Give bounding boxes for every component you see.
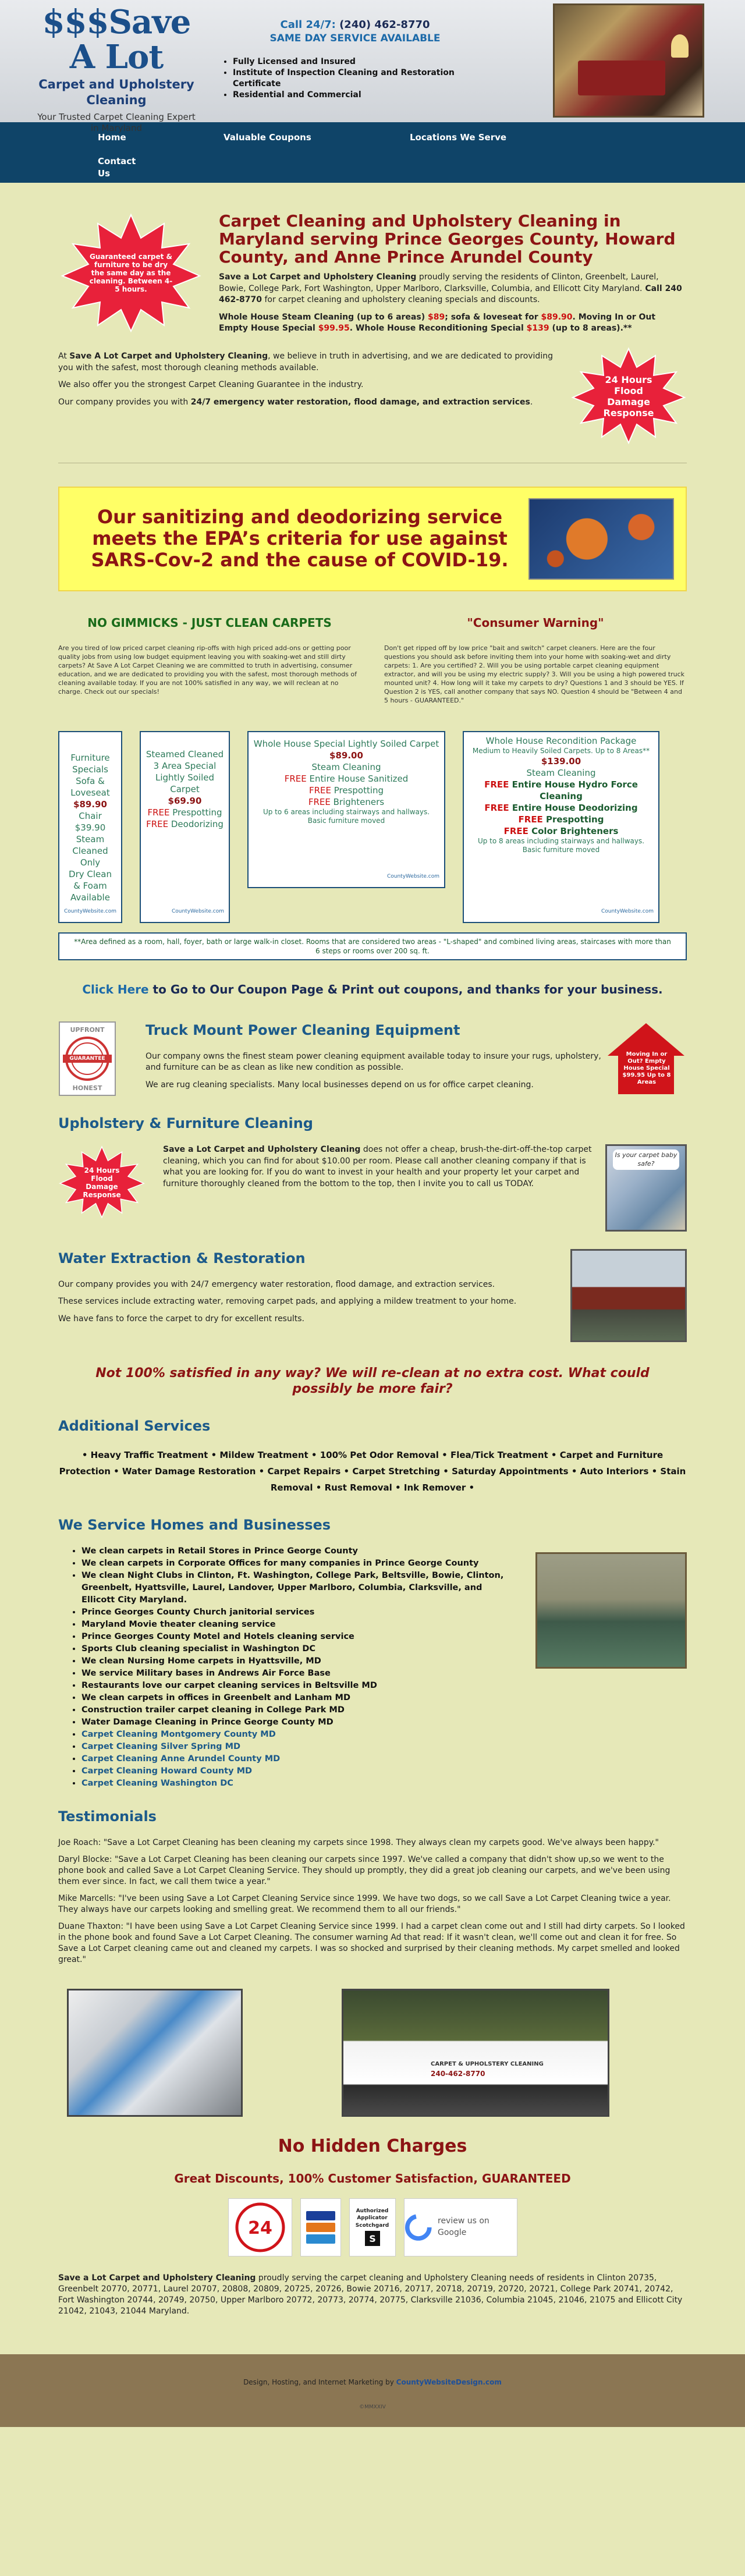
special-text: . Whole House Reconditioning Special (349, 324, 527, 333)
logo-subtitle: Carpet and Upholstery Cleaning (38, 77, 194, 107)
service-areas (58, 2273, 687, 2317)
special-price: $139.00 (541, 755, 581, 767)
call-line (221, 17, 489, 32)
van-phone: 240-462-8770 (431, 2069, 485, 2078)
covid-text: Our sanitizing and deodorizing service meets the EPA’s criteria for use against SARS-Cov-2 and the cause of COVID-19. (91, 506, 509, 572)
free-item: Entire House Hydro Force Cleaning (509, 779, 638, 801)
truck-mount-section (58, 1021, 687, 1097)
special-line: Chair $39.90 (74, 810, 106, 833)
business-name: Save a Lot Carpet and Upholstery Cleaning (163, 1144, 361, 1154)
gimmicks-columns (58, 615, 687, 705)
site-footer (0, 2354, 745, 2427)
burst-text: Guaranteed carpet & furniture to be dry the same day as the cleaning. Between 4-5 hours. (89, 253, 173, 293)
price: $89.90 (541, 312, 573, 322)
lamp-shape (671, 34, 689, 58)
svg-text:24: 24 (247, 2217, 272, 2238)
credential-item: • Fully Licensed and Insured (233, 56, 489, 68)
list-item: • Water Damage Cleaning in Prince George County MD (81, 1716, 518, 1729)
location-link[interactable]: Carpet Cleaning Montgomery County MD (81, 1730, 276, 1740)
free-item: Brighteners (330, 796, 385, 807)
intro-continued (58, 346, 687, 445)
nav-row-2 (23, 152, 745, 183)
phone-link[interactable]: (240) 462-8770 (339, 19, 430, 31)
truck-mount-text (146, 1021, 605, 1097)
nav-contact[interactable]: Contact Us (98, 156, 136, 179)
upfront-guarantee-badge (58, 1021, 116, 1097)
free-label: FREE (147, 807, 170, 818)
special-text: . Moving In or Out Empty House Special (219, 312, 656, 333)
google-review-text: review us on Google (438, 2216, 489, 2237)
consumer-warning-heading: "Consumer Warning" (467, 615, 604, 630)
special-note: Up to 6 areas including stairways and hallways. Basic furniture moved (262, 807, 430, 825)
discounts-banner: Great Discounts, 100% Customer Satisfaction, GUARANTEED (174, 2171, 571, 2185)
testimonial: Mike Marcells: "I've been using Save a Lot Carpet Cleaning Service since 1999. We have two dogs, so we call Save a Lot Carpet Cleaning twice a year. They always have our carpets looking and smelling great. We recommend them to all our friends." (58, 1893, 671, 1914)
upholstery-text (163, 1144, 594, 1195)
intro-section (58, 183, 687, 340)
list-item (81, 1753, 518, 1765)
logo-title: $$$Save A Lot (42, 3, 191, 76)
special-text: Whole House Steam Cleaning (up to 6 areas) (219, 312, 428, 322)
special-text: (up to 8 areas).** (549, 324, 632, 333)
free-label: FREE (484, 779, 509, 790)
consumer-warning-column (384, 615, 687, 705)
special-line: Steam Cleaning (311, 761, 381, 772)
scotchgard-badge (349, 2198, 396, 2256)
special-title: Whole House Recondition Package (485, 735, 637, 746)
water-p1: Our company provides you with 24/7 emergency water restoration, flood damage, and extraction services. (58, 1279, 495, 1289)
upholstery-section (58, 1144, 687, 1232)
truth-paragraph (58, 351, 570, 374)
google-review-badge[interactable] (404, 2198, 517, 2256)
water-p3: We have fans to force the carpet to dry for excellent results. (58, 1314, 304, 1324)
intro-p1-text: proudly serving the residents of Clinton, Greenbelt, Laurel, Bowie, College Park, Fort Washington, Upper Marlboro, Clarksville, Columbia, and Ellicott City Maryland. (219, 272, 659, 293)
testimonial: Duane Thaxton: "I have been using Save a Lot Carpet Cleaning Service since 1999. I had a carpet clean come out and I still had dirty carpets. So I looked in the phone book and found Save a Lot Carpet Cleaning. The consumer warning Ad that read: If it wasn't clean, we'll come out and clean it for free. So Save a Lot Carpet cleaning came out and cleaned my carpets. I was so shocked and surprised by their cleaning methods. My carpet smelled and looked great." (58, 1921, 685, 1964)
list-item: • We clean carpets in offices in Greenbelt and Lanham MD (81, 1692, 518, 1704)
list-item: • We clean Night Clubs in Clinton, Ft. Washington, College Park, Beltsville, Bowie, Clinton, Greenbelt, Hyattsville, Laurel, Landover, Upper Marlboro, Columbia, Clarksville, and Ellicott City Maryland. (81, 1570, 518, 1606)
testimonial: Joe Roach: "Save a Lot Carpet Cleaning has been cleaning my carpets since 1998. They always clean my carpets good. We've always been happy." (58, 1837, 659, 1847)
house-badge-text: Moving In or Out? Empty House Special $99.95 Up to 8 Areas (622, 1051, 671, 1085)
list-item: • Prince Georges County Motel and Hotels cleaning service (81, 1631, 518, 1643)
location-link[interactable]: Carpet Cleaning Silver Spring MD (81, 1742, 241, 1752)
intro-p1-tail: for carpet cleaning and upholstery cleaning specials and discounts. (262, 295, 540, 305)
coupon-text: to Go to Our Coupon Page & Print out coupons, and thanks for your business. (148, 982, 663, 996)
guarantee-paragraph: We also offer you the strongest Carpet Cleaning Guarantee in the industry. (58, 380, 364, 390)
area-definition-note: **Area defined as a room, hall, foyer, bath or large walk-in closet. Rooms that are considered two areas - "L-shaped" and combined living areas, staircases with more than 6 steps or rooms over 200 sq. ft. (58, 932, 687, 960)
price: $89 (427, 312, 445, 322)
24-hour-service-badge (228, 2198, 292, 2256)
dry-guarantee-burst (58, 212, 204, 334)
flood-response-burst (570, 346, 687, 445)
mastercard-icon (306, 2223, 335, 2232)
truck-mount-p1: Our company owns the finest steam power cleaning equipment available today to insure your rugs, upholstery, and furniture can be as clean as like new condition as possible. (146, 1051, 601, 1073)
no-hidden-charges: No Hidden Charges (278, 2135, 467, 2156)
emergency-services: 24/7 emergency water restoration, flood damage, and extraction services (190, 397, 530, 407)
call-prefix: Call 24/7: (280, 19, 336, 31)
photo-gallery (67, 1989, 687, 2117)
free-label: FREE (308, 785, 331, 796)
text: . (530, 397, 533, 407)
service-areas-text: proudly serving the carpet cleaning and Upholstery Cleaning needs of residents in Clinton 20735, Greenbelt 20770, 20771, Laurel 20707, 20808, 20809, 20725, 20726, Bowie 20716, 20717, 20718, 20719, 20720, 20721, College Park 20741, 20742, Fort Washington 20744, 20749, 20750, Upper Marlboro 20772, 20773, 20774, 20775, Clarksville 21036, Columbia 21045, 21046, 21075 and Ellicott City 21042, 21043, 21044 Maryland. (58, 2273, 683, 2316)
empty-house-special-badge[interactable] (605, 1021, 687, 1097)
credential-item: • Residential and Commercial (233, 90, 489, 101)
logo-tagline: Your Trusted Carpet Cleaning Expert in Maryland (37, 112, 196, 133)
badge-bottom: HONEST (72, 1084, 102, 1092)
additional-services-heading: Additional Services (58, 1417, 211, 1434)
business-name: Save A Lot Carpet and Upholstery Cleaning (69, 351, 268, 361)
list-item: • We clean carpets in Retail Stores in Prince George County (81, 1545, 518, 1557)
list-item (81, 1777, 518, 1790)
special-line (469, 779, 654, 802)
additional-services-list: • Heavy Traffic Treatment • Mildew Treatment • 100% Pet Odor Removal • Flea/Tick Treatment • Carpet and Furniture Protection • Water Damage Restoration • Carpet Repairs • Carpet Stretching • Saturday Appointments • Auto Interiors • Stain Removal • Rust Removal • Ink Remover • (59, 1449, 686, 1493)
coupon-callout (58, 981, 687, 998)
page-title: Carpet Cleaning and Upholstery Cleaning in Maryland serving Prince Georges County, Howard County, and Anne Prince Arundel County (219, 211, 676, 267)
satisfaction-guarantee: Not 100% satisfied in any way? We will re-clean at no extra cost. What could possibly be more fair? (95, 1365, 650, 1396)
special-line (146, 807, 224, 818)
amex-icon (306, 2234, 335, 2244)
footer-credit (0, 2378, 745, 2387)
special-line (146, 818, 224, 830)
nav-home[interactable]: Home (98, 132, 126, 143)
visa-icon (306, 2211, 335, 2220)
flood-response-burst (58, 1144, 146, 1220)
list-item (81, 1729, 518, 1741)
special-credit: CountyWebsite.com (601, 908, 654, 914)
business-name: Save a Lot Carpet and Upholstery Cleaning (58, 2273, 256, 2283)
free-item: Entire House Sanitized (306, 773, 409, 784)
credential-item: • Institute of Inspection Cleaning and Restoration Certificate (233, 68, 489, 90)
special-price: $89.90 (73, 799, 107, 810)
list-item: • We service Military bases in Andrews Air Force Base (81, 1667, 518, 1680)
upholstery-heading: Upholstery & Furniture Cleaning (58, 1115, 313, 1132)
list-item (81, 1765, 518, 1777)
special-line: Steam Cleaned Only (72, 833, 108, 868)
free-label: FREE (284, 773, 307, 784)
special-card-furniture[interactable] (58, 731, 122, 923)
intro-call[interactable]: Call 240 462-8770 (219, 283, 682, 305)
special-line (469, 825, 654, 837)
logo-block[interactable] (0, 0, 210, 133)
room-photo (535, 1552, 687, 1669)
van-label: CARPET & UPHOLSTERY CLEANING (431, 2060, 544, 2067)
free-item: Prespotting (542, 814, 604, 825)
special-card-whole-house[interactable] (247, 731, 445, 888)
water-section (58, 1249, 687, 1342)
badge-mid: GUARANTEE (69, 1055, 105, 1062)
special-credit: CountyWebsite.com (63, 908, 116, 914)
service-heading: We Service Homes and Businesses (58, 1516, 331, 1533)
same-day-banner: SAME DAY SERVICE AVAILABLE (269, 33, 441, 45)
testimonial: Daryl Blocke: "Save a Lot Carpet Cleaning has been cleaning our carpets since 1997. We've called a company that didn't show up,so we went to the phone book and called Save a Lot Carpet Cleaning Service. They should up promptly, they did a great job cleaning our carpets, and we've been using them ever since. In fact, we call them twice a year." (58, 1854, 670, 1886)
virus-image (528, 498, 674, 580)
text: , we believe in truth in advertising, and we are dedicated to providing you with the safest, most thorough cleaning methods available. (58, 351, 553, 372)
free-item: Prespotting (169, 807, 222, 818)
burst-text: 24 Hours Flood Damage Response (83, 1166, 121, 1199)
free-item: Deodorizing (168, 818, 224, 829)
special-title: Steamed Cleaned 3 Area Special Lightly Soiled Carpet (146, 748, 224, 794)
free-item: Color Brighteners (528, 825, 619, 836)
credentials-list (221, 56, 489, 101)
location-link[interactable]: Carpet Cleaning Washington DC (81, 1779, 233, 1789)
no-gimmicks-column (58, 615, 361, 705)
price: $99.95 (318, 324, 350, 333)
free-label: FREE (518, 814, 543, 825)
credit-cards-badge (300, 2198, 341, 2256)
nav-coupons[interactable]: Valuable Coupons (224, 132, 311, 143)
special-title: Whole House Special Lightly Soiled Carpet (253, 738, 439, 749)
site-header (0, 0, 745, 133)
special-line: Dry Clean & Foam Available (69, 868, 112, 903)
footer-link[interactable]: CountyWebsiteDesign.com (396, 2378, 502, 2386)
no-gimmicks-heading: NO GIMMICKS - JUST CLEAN CARPETS (87, 615, 332, 630)
bed-shape (578, 61, 665, 95)
testimonials-heading: Testimonials (58, 1808, 157, 1825)
location-link[interactable]: Carpet Cleaning Anne Arundel County MD (81, 1754, 281, 1764)
badge-top: UPFRONT (70, 1026, 105, 1034)
free-label: FREE (146, 818, 169, 829)
location-link[interactable]: Carpet Cleaning Howard County MD (81, 1766, 253, 1776)
list-item (81, 1741, 518, 1753)
truck-mount-p2: We are rug cleaning specialists. Many local businesses depend on us for office carpet cleaning. (146, 1080, 534, 1090)
special-line (469, 814, 654, 825)
water-heading: Water Extraction & Restoration (58, 1250, 306, 1266)
special-subtitle: Medium to Heavily Soiled Carpets. Up to 8 Areas** (472, 746, 650, 755)
free-item: Entire House Deodorizing (509, 802, 638, 813)
special-text: ; sofa & loveseat for (445, 312, 541, 322)
list-item: • We clean carpets in Corporate Offices for many companies in Prince George County (81, 1557, 518, 1570)
baby-carpet-photo (605, 1144, 687, 1232)
bedroom-photo (553, 3, 704, 118)
free-label: FREE (503, 825, 528, 836)
text: Our company provides you with (58, 397, 191, 407)
special-title: Furniture Specials Sofa & Loveseat (70, 752, 110, 798)
special-card-recondition[interactable] (463, 731, 659, 923)
clock-24-icon (234, 2201, 286, 2254)
google-icon (405, 2213, 432, 2242)
special-price: $69.90 (168, 795, 202, 806)
price: $139 (526, 324, 549, 333)
intro-paragraph-2 (219, 312, 687, 335)
intro-paragraph-1 (219, 272, 687, 306)
free-label: FREE (484, 802, 509, 813)
special-note: Up to 8 areas including stairways and hallways. Basic furniture moved (477, 836, 645, 854)
scotchgard-icon (364, 2230, 381, 2247)
upholstery-paragraph (163, 1144, 594, 1190)
service-list (58, 1545, 518, 1790)
burst-text: 24 Hours Flood Damage Response (603, 374, 654, 418)
intro-text (204, 212, 687, 340)
flooded-house-photo (570, 1249, 687, 1342)
free-label: FREE (308, 796, 331, 807)
list-item: • Maryland Movie theater cleaning service (81, 1619, 518, 1631)
special-card-3-area[interactable] (140, 731, 230, 923)
footer-copyright: ©MMXXIV (359, 2404, 386, 2410)
special-line: Steam Cleaning (526, 767, 596, 778)
main-content (0, 183, 745, 2317)
special-line (253, 773, 439, 785)
special-credit: CountyWebsite.com (386, 873, 439, 879)
photo-caption: Is your carpet baby safe? (613, 1149, 679, 1170)
text: At (58, 351, 70, 361)
list-item: • We clean Nursing Home carpets in Hyattsville, MD (81, 1655, 518, 1667)
coupon-link[interactable]: Click Here (82, 982, 149, 996)
header-info (210, 0, 501, 122)
scotchgard-text: Authorized Applicator Scotchgard (355, 2208, 389, 2229)
special-credit: CountyWebsite.com (171, 908, 224, 914)
free-item: Prespotting (331, 785, 384, 796)
business-name: Save a Lot Carpet and Upholstery Cleaning (219, 272, 417, 282)
equipment-photo (67, 1989, 243, 2117)
truck-mount-heading: Truck Mount Power Cleaning Equipment (146, 1021, 460, 1038)
van-photo (342, 1989, 609, 2117)
special-line (253, 785, 439, 796)
testimonials-list (58, 1837, 687, 1965)
list-item: • Sports Club cleaning specialist in Washington DC (81, 1643, 518, 1655)
special-line (469, 802, 654, 814)
trust-badges (58, 2198, 687, 2256)
emergency-paragraph (58, 397, 570, 409)
intro-continued-text (58, 346, 570, 445)
svg-text:S: S (368, 2233, 376, 2244)
water-p2: These services include extracting water, removing carpet pads, and applying a mildew treatment to your home. (58, 1297, 517, 1307)
footer-text: Design, Hosting, and Internet Marketing by (243, 2378, 396, 2386)
list-item: • Restaurants love our carpet cleaning services in Beltsville MD (81, 1680, 518, 1692)
special-line (253, 796, 439, 808)
text: does not offer a cheap, brush-the-dirt-off-the-top carpet cleaning, which you can find for about $10.00 per room. Please call another cleaning company if that is what you are looking for. If you do want to invest in your health and your property let your carpet and furniture thoroughly cleaned from the bottom to the top, then I invite you to call us TODAY. (163, 1144, 592, 1188)
specials-row (58, 731, 687, 923)
covid-banner (58, 487, 687, 591)
special-price: $89.00 (329, 750, 363, 761)
list-item: • Construction trailer carpet cleaning in College Park MD (81, 1704, 518, 1716)
nav-locations[interactable]: Locations We Serve (410, 132, 507, 143)
consumer-warning-text: Don't get ripped off by low price "bait and switch" carpet cleaners. Here are the four questions you should ask before inviting them into your home with soaking-wet and dirty carpets: 1. Are you certified? 2. Will you be using portable carpet cleaning equipment extractor, and will you be using my electric supply? 3. Will you be using a high powered truck mounted unit? 4. How long will it take my carpets to dry? Questions 1 and 3 should be YES. If Question 2 is YES, call another company that says NO. Question 4 should be "Between 4 and 5 hours - GUARANTEED." (384, 644, 685, 704)
list-item: • Prince Georges County Church janitorial services (81, 1606, 518, 1619)
no-gimmicks-text: Are you tired of low priced carpet cleaning rip-offs with high priced add-ons or getting poor quality jobs from using low budget equipment leaving you with soaking-wet and still dirty carpets? At Save A Lot Carpet Cleaning we are committed to truth in advertising, consumer education, and we are dedicated to providing you with the safest, most thorough methods of cleaning available today. If you are not 100% satisfied in any way, we will reclean at no charge. Check out our specials! (58, 644, 357, 696)
service-section (58, 1545, 687, 1790)
water-text (58, 1249, 547, 1330)
